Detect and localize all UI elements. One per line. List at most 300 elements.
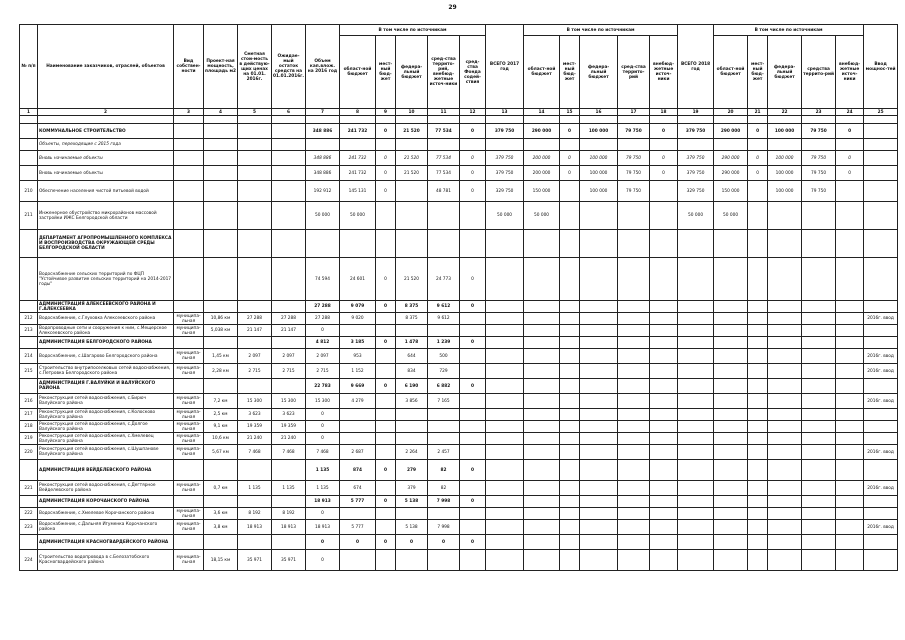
table-cell — [836, 313, 864, 325]
table-cell — [618, 258, 650, 301]
table-cell — [238, 230, 272, 258]
table-cell — [836, 181, 864, 202]
table-row — [20, 496, 898, 508]
table-cell: 0 — [306, 550, 340, 571]
table-cell — [460, 116, 486, 124]
header-commission: Ввод мощнос-тей — [864, 25, 898, 109]
header-source-2016-1: област-ной бюджет — [340, 36, 376, 109]
table-cell: 5 138 — [396, 496, 428, 508]
table-cell — [748, 325, 768, 337]
table-cell — [650, 520, 678, 535]
table-cell — [864, 202, 898, 230]
table-cell — [618, 421, 650, 433]
header-source-2016-5: сред-ства Фонда содей-ствия — [460, 36, 486, 109]
table-cell — [618, 445, 650, 460]
header-source-2017-5: внебюд-жетные источ-ники — [650, 36, 678, 109]
table-cell: 834 — [396, 364, 428, 379]
table-cell — [714, 394, 748, 409]
table-cell — [204, 496, 238, 508]
table-cell — [580, 337, 618, 349]
table-cell: 100 000 — [768, 181, 802, 202]
table-cell: 6 190 — [396, 379, 428, 394]
table-cell — [650, 301, 678, 313]
table-cell: 48 781 — [428, 181, 460, 202]
table-cell — [580, 379, 618, 394]
table-cell — [460, 394, 486, 409]
table-cell — [714, 364, 748, 379]
table-cell — [486, 445, 524, 460]
table-cell — [272, 535, 306, 550]
table-cell — [714, 550, 748, 571]
header-source-2016-3: федера-льный бюджет — [396, 36, 428, 109]
table-cell: 2016г. ввод — [864, 481, 898, 496]
table-cell: 379 750 — [678, 124, 714, 139]
table-cell: 22 783 — [306, 379, 340, 394]
table-cell — [618, 230, 650, 258]
table-cell: 19 359 — [238, 421, 272, 433]
table-cell: 241 732 — [340, 124, 376, 139]
table-cell: муниципа-льная — [174, 325, 204, 337]
header-source-2017-2: мест-ный бюд-жет — [560, 36, 580, 109]
table-row — [20, 337, 898, 349]
table-cell — [272, 379, 306, 394]
table-cell — [486, 325, 524, 337]
table-cell — [238, 496, 272, 508]
object-name-cell: Водоснабжение, с.Хмелевое Корочанского района — [38, 508, 174, 520]
table-cell: 0 — [460, 460, 486, 481]
table-cell: 79 750 — [802, 166, 836, 181]
table-cell — [802, 116, 836, 124]
table-cell: 79 750 — [802, 181, 836, 202]
column-number: 19 — [678, 109, 714, 116]
table-cell — [376, 349, 396, 364]
table-cell — [650, 421, 678, 433]
object-name-cell: Реконструкция сетей водоснабжения, с.Шушпанове Валуйского района — [38, 445, 174, 460]
table-cell — [376, 116, 396, 124]
table-cell — [486, 409, 524, 421]
table-cell — [428, 116, 460, 124]
table-cell: 0 — [306, 421, 340, 433]
row-number-cell — [20, 230, 38, 258]
table-cell: 10,6 км — [204, 433, 238, 445]
table-cell — [714, 349, 748, 364]
header-sources-2017: В том числе по источникам — [524, 25, 678, 36]
table-cell — [714, 445, 748, 460]
table-cell — [650, 409, 678, 421]
table-cell: муниципа-льная — [174, 433, 204, 445]
object-name-cell: АДМИНИСТРАЦИЯ КОРОЧАНСКОГО РАЙОНА — [38, 496, 174, 508]
table-cell — [174, 116, 204, 124]
table-cell — [428, 433, 460, 445]
row-number-cell: 220 — [20, 445, 38, 460]
table-row — [20, 433, 898, 445]
header-remaining: Ожидае-мый остаток средств на 01.01.2016г. — [272, 25, 306, 109]
table-cell — [650, 394, 678, 409]
table-cell — [272, 301, 306, 313]
table-cell — [428, 139, 460, 151]
table-cell: 0 — [460, 151, 486, 166]
table-cell — [580, 496, 618, 508]
table-cell — [486, 394, 524, 409]
table-cell — [748, 481, 768, 496]
table-cell — [560, 496, 580, 508]
table-cell: 2,5 км — [204, 409, 238, 421]
column-number: 3 — [174, 109, 204, 116]
table-cell — [802, 550, 836, 571]
table-cell: 79 750 — [802, 124, 836, 139]
column-number: 2 — [38, 109, 174, 116]
row-number-cell — [20, 151, 38, 166]
table-cell — [678, 364, 714, 379]
table-cell — [802, 535, 836, 550]
table-cell — [524, 496, 560, 508]
table-cell — [580, 508, 618, 520]
table-row — [20, 409, 898, 421]
table-cell — [864, 421, 898, 433]
table-cell — [376, 409, 396, 421]
header-source-2017-4: сред-ства террито-рий — [618, 36, 650, 109]
table-cell: 4 279 — [340, 394, 376, 409]
table-cell — [748, 202, 768, 230]
table-cell — [174, 139, 204, 151]
table-cell — [768, 116, 802, 124]
table-cell: 290 000 — [714, 151, 748, 166]
header-sources-2018: В том числе по источникам — [714, 25, 864, 36]
table-cell — [460, 202, 486, 230]
table-cell: 0 — [376, 460, 396, 481]
header-name: Наименование заказчиков, отраслей, объектов — [38, 25, 174, 109]
table-cell — [768, 379, 802, 394]
table-cell: 77 534 — [428, 166, 460, 181]
table-cell — [174, 460, 204, 481]
table-cell: 35 971 — [238, 550, 272, 571]
table-cell — [836, 202, 864, 230]
table-cell — [748, 460, 768, 481]
column-number: 15 — [560, 109, 580, 116]
table-row — [20, 166, 898, 181]
table-cell — [748, 181, 768, 202]
object-name-cell: АДМИНИСТРАЦИЯ ВЕЙДЕЛЕВСКОГО РАЙОНА — [38, 460, 174, 481]
table-cell — [396, 409, 428, 421]
table-cell: 100 000 — [768, 151, 802, 166]
column-number: 25 — [864, 109, 898, 116]
table-cell: муниципа-льная — [174, 409, 204, 421]
table-cell: 0 — [376, 496, 396, 508]
table-cell — [560, 116, 580, 124]
table-cell: 5 777 — [340, 520, 376, 535]
object-name-cell: АДМИНИСТРАЦИЯ Г.ВАЛУЙКИ И ВАЛУЙСКОГО РАЙОНА — [38, 379, 174, 394]
table-cell — [802, 409, 836, 421]
table-cell — [802, 364, 836, 379]
table-cell — [340, 116, 376, 124]
table-cell — [204, 379, 238, 394]
table-cell — [768, 550, 802, 571]
table-cell — [560, 460, 580, 481]
table-cell — [802, 520, 836, 535]
table-cell — [204, 166, 238, 181]
table-cell — [836, 325, 864, 337]
table-cell — [580, 535, 618, 550]
header-source-2018-2: мест-ный бюд-жет — [748, 36, 768, 109]
table-cell: 9 669 — [340, 379, 376, 394]
table-cell — [678, 520, 714, 535]
table-cell — [864, 124, 898, 139]
table-cell — [306, 116, 340, 124]
table-cell — [678, 349, 714, 364]
table-cell — [864, 116, 898, 124]
table-cell: 379 750 — [486, 151, 524, 166]
table-cell: 2016г. ввод — [864, 520, 898, 535]
table-cell: муниципа-льная — [174, 550, 204, 571]
table-cell — [460, 508, 486, 520]
table-cell — [768, 394, 802, 409]
table-cell: 8 192 — [238, 508, 272, 520]
table-cell — [560, 230, 580, 258]
table-cell — [204, 139, 238, 151]
table-cell: 50 000 — [678, 202, 714, 230]
table-cell — [714, 496, 748, 508]
table-cell — [238, 460, 272, 481]
column-number: 10 — [396, 109, 428, 116]
table-cell — [204, 337, 238, 349]
table-cell — [238, 379, 272, 394]
table-cell — [560, 258, 580, 301]
table-cell: 100 000 — [580, 181, 618, 202]
object-name-cell: Инженерное обустройство микрорайонов массовой застройки ИЖС Белгородской области — [38, 202, 174, 230]
table-row — [20, 139, 898, 151]
table-cell — [524, 139, 560, 151]
table-cell — [678, 550, 714, 571]
header-source-2017-3: федера-льный бюджет — [580, 36, 618, 109]
table-cell — [174, 230, 204, 258]
table-cell — [524, 230, 560, 258]
table-cell: 2 097 — [238, 349, 272, 364]
table-cell — [836, 550, 864, 571]
table-cell: 0 — [306, 325, 340, 337]
column-number: 4 — [204, 109, 238, 116]
table-cell — [396, 421, 428, 433]
column-number: 24 — [836, 109, 864, 116]
table-cell: муниципа-льная — [174, 364, 204, 379]
table-cell: 2 097 — [306, 349, 340, 364]
table-cell: 348 886 — [306, 124, 340, 139]
table-cell — [272, 258, 306, 301]
table-cell — [802, 313, 836, 325]
table-cell — [836, 364, 864, 379]
table-cell: 5,67 км — [204, 445, 238, 460]
row-number-cell: 211 — [20, 202, 38, 230]
table-cell — [864, 325, 898, 337]
table-cell — [580, 258, 618, 301]
table-cell: 0 — [306, 508, 340, 520]
table-cell — [768, 202, 802, 230]
table-cell — [836, 508, 864, 520]
table-cell: 15 300 — [272, 394, 306, 409]
table-cell — [864, 301, 898, 313]
table-cell — [802, 337, 836, 349]
header-num: № п/п — [20, 25, 38, 109]
table-cell — [272, 139, 306, 151]
table-cell — [836, 520, 864, 535]
table-cell — [204, 258, 238, 301]
table-cell — [238, 301, 272, 313]
table-cell — [836, 433, 864, 445]
table-row — [20, 421, 898, 433]
table-cell — [174, 379, 204, 394]
table-row — [20, 124, 898, 139]
table-cell: 329 750 — [678, 181, 714, 202]
table-cell — [580, 349, 618, 364]
table-cell: 5,038 км — [204, 325, 238, 337]
table-cell — [618, 433, 650, 445]
table-cell — [238, 337, 272, 349]
column-number: 21 — [748, 109, 768, 116]
table-cell — [580, 301, 618, 313]
table-cell — [650, 139, 678, 151]
table-cell — [580, 433, 618, 445]
table-row — [20, 481, 898, 496]
table-cell — [748, 258, 768, 301]
object-name-cell: Вновь начинаемые объекты — [38, 166, 174, 181]
table-cell — [836, 445, 864, 460]
table-cell: муниципа-льная — [174, 349, 204, 364]
table-cell — [678, 421, 714, 433]
table-cell — [802, 202, 836, 230]
table-cell — [650, 337, 678, 349]
table-cell — [802, 496, 836, 508]
table-cell — [524, 535, 560, 550]
table-cell — [524, 460, 560, 481]
table-cell — [802, 139, 836, 151]
table-cell — [428, 421, 460, 433]
table-cell — [204, 202, 238, 230]
table-cell — [174, 181, 204, 202]
table-cell — [618, 520, 650, 535]
table-cell — [376, 313, 396, 325]
table-cell: 874 — [340, 460, 376, 481]
table-cell: 21 520 — [396, 166, 428, 181]
table-cell — [204, 460, 238, 481]
table-cell: 0 — [460, 379, 486, 394]
table-cell — [714, 116, 748, 124]
table-cell — [486, 496, 524, 508]
table-cell — [650, 481, 678, 496]
object-name-cell: Водоснабжение сельских территорий по ФЦП "Устойчивое развитие сельских территорий на 2014-2017 годы" — [38, 258, 174, 301]
table-cell — [580, 520, 618, 535]
table-cell — [678, 508, 714, 520]
table-cell — [748, 364, 768, 379]
table-row — [20, 520, 898, 535]
table-cell: 348 886 — [306, 151, 340, 166]
table-cell — [768, 520, 802, 535]
table-cell: 0 — [460, 181, 486, 202]
table-cell: 18 913 — [306, 520, 340, 535]
table-cell: 27 288 — [272, 313, 306, 325]
table-cell — [460, 433, 486, 445]
table-cell — [650, 116, 678, 124]
table-cell: 0 — [306, 409, 340, 421]
table-cell: 27 288 — [238, 313, 272, 325]
table-cell — [580, 325, 618, 337]
table-cell: 100 000 — [580, 166, 618, 181]
table-cell — [396, 139, 428, 151]
table-row — [20, 258, 898, 301]
table-cell: 0 — [650, 166, 678, 181]
column-number: 22 — [768, 109, 802, 116]
row-number-cell — [20, 460, 38, 481]
table-cell — [678, 445, 714, 460]
object-name-cell: Вновь начинаемые объекты — [38, 151, 174, 166]
table-cell: 100 000 — [580, 124, 618, 139]
table-cell — [836, 409, 864, 421]
table-cell — [524, 337, 560, 349]
table-cell: 9 079 — [340, 301, 376, 313]
table-cell — [486, 337, 524, 349]
table-cell: 79 750 — [618, 124, 650, 139]
table-cell — [748, 520, 768, 535]
table-cell — [618, 313, 650, 325]
table-cell — [864, 460, 898, 481]
table-cell: 279 — [396, 460, 428, 481]
object-name-cell: Реконструкция сетей водоснабжения, с.Хмелевец Валуйского района — [38, 433, 174, 445]
table-cell — [396, 181, 428, 202]
table-cell — [396, 230, 428, 258]
table-cell: 50 000 — [340, 202, 376, 230]
table-cell: 79 750 — [802, 151, 836, 166]
table-cell: 77 534 — [428, 151, 460, 166]
table-cell — [560, 481, 580, 496]
table-cell — [802, 349, 836, 364]
table-cell — [486, 364, 524, 379]
table-cell — [460, 139, 486, 151]
table-cell: 0 — [560, 124, 580, 139]
table-cell — [714, 433, 748, 445]
table-cell — [864, 181, 898, 202]
table-cell: 0 — [376, 166, 396, 181]
table-cell — [864, 139, 898, 151]
table-cell: муниципа-льная — [174, 394, 204, 409]
table-cell — [524, 520, 560, 535]
table-cell: 2 715 — [272, 364, 306, 379]
object-name-cell: КОММУНАЛЬНОЕ СТРОИТЕЛЬСТВО — [38, 124, 174, 139]
row-number-cell: 219 — [20, 433, 38, 445]
row-number-cell: 222 — [20, 508, 38, 520]
object-name-cell: Реконструкция сетей водоснабжения, с.Колосково Валуйского района — [38, 409, 174, 421]
table-cell — [802, 508, 836, 520]
table-cell — [618, 409, 650, 421]
table-row — [20, 325, 898, 337]
table-cell: 9 612 — [428, 313, 460, 325]
row-number-cell — [20, 124, 38, 139]
table-cell: 0 — [460, 258, 486, 301]
table-cell: 50 000 — [714, 202, 748, 230]
table-cell: 21 520 — [396, 258, 428, 301]
table-cell — [272, 124, 306, 139]
table-cell: 0 — [460, 337, 486, 349]
table-cell — [524, 349, 560, 364]
table-cell — [174, 258, 204, 301]
table-cell — [174, 496, 204, 508]
table-cell: 241 732 — [340, 166, 376, 181]
table-row — [20, 508, 898, 520]
table-cell: 379 — [396, 481, 428, 496]
page-number: 29 — [448, 4, 457, 11]
table-cell: 50 000 — [306, 202, 340, 230]
table-cell: 200 000 — [524, 166, 560, 181]
row-number-cell: 218 — [20, 421, 38, 433]
table-cell — [524, 313, 560, 325]
row-number-cell — [20, 496, 38, 508]
